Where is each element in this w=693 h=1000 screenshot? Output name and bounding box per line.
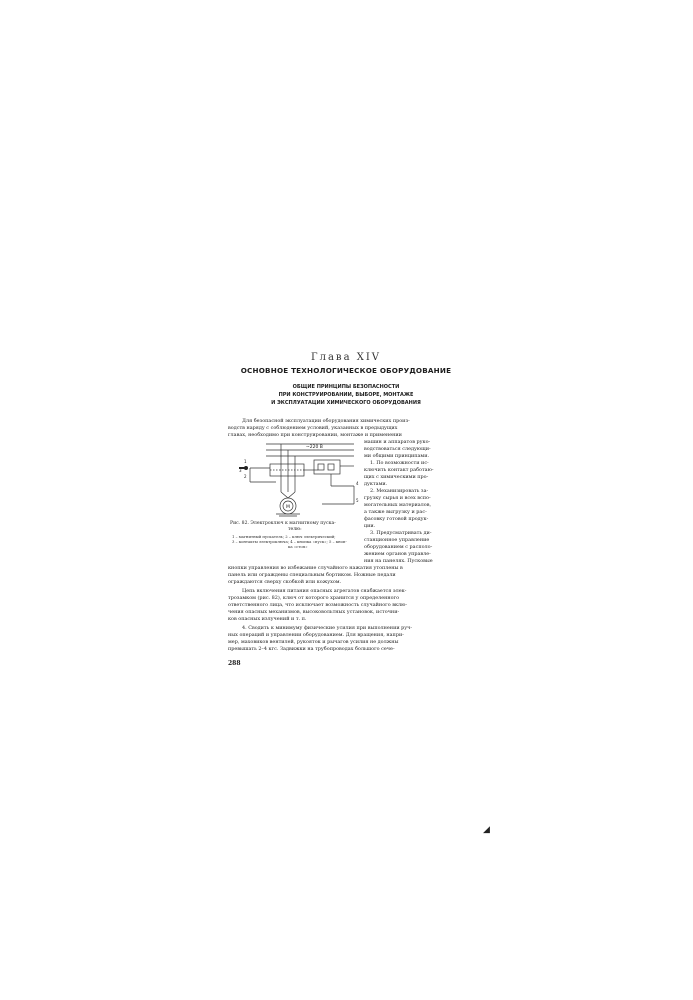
body-line: главах, необходимо при конструировании, монтаже и применении <box>228 432 402 438</box>
section-title-line: И ЭКСПЛУАТАЦИИ ХИМИЧЕСКОГО ОБОРУДОВАНИЯ <box>271 400 421 406</box>
body-line: а также выгрузку и рас- <box>364 509 427 515</box>
diagram-marker: 4 <box>356 481 359 486</box>
body-line: ми общими принципами. <box>364 453 430 459</box>
section-title-line: ОБЩИЕ ПРИНЦИПЫ БЕЗОПАСНОСТИ <box>292 384 400 390</box>
body-line: грузку сырья и всех вспо- <box>364 495 431 501</box>
body-line: кнопки управления во избежание случайного нажатия утоплены в <box>228 565 403 571</box>
body-line: ния на панелях. Пусковые <box>364 558 433 564</box>
body-line: жением органов управле- <box>364 551 431 557</box>
circuit-diagram <box>236 440 361 520</box>
page-number: 288 <box>228 660 241 667</box>
body-line: мер, маховиков вентилей, рукояток и рычагов усилия не должны <box>228 639 399 645</box>
body-line: 1. По возможности ис- <box>370 460 429 466</box>
body-line: водствоваться следующи- <box>364 446 431 452</box>
body-line: могательных материалов, <box>364 502 432 508</box>
body-line: панель или ограждены специальным бортиком. Ножные педали <box>228 572 396 578</box>
diagram-marker: 1 <box>244 459 247 464</box>
figure-legend-line: 3 – контакты электроключа; 4 – кнопка «пуск»; 5 – кноп- <box>232 539 347 544</box>
body-line: ции. <box>364 523 376 529</box>
body-line: трозамком (рис. 82), ключ от которого хранится у определенного <box>228 595 400 601</box>
body-line: станционное управление <box>364 537 430 543</box>
body-line: машин и аппаратов руко- <box>364 439 431 445</box>
motor-symbol: М <box>286 505 290 510</box>
body-line: водств наряду с соблюдением условий, указанных в предыдущих <box>228 425 398 431</box>
body-line: ных операций и управлении оборудованием. Для вращения, напри- <box>228 632 404 638</box>
figure-caption-line: телю: <box>288 527 302 532</box>
figure-legend-line: ка «стоп» <box>288 544 308 549</box>
body-line: дуктами. <box>364 481 388 487</box>
body-line: ков опасных излучений и т. п. <box>228 616 307 622</box>
body-line: 3. Предусматривать ди- <box>370 530 432 536</box>
body-line: оборудованием с располо- <box>364 544 433 550</box>
voltage-label: ~220 В <box>306 445 323 450</box>
chapter-label: Глава XIV <box>311 352 381 363</box>
chapter-title: ОСНОВНОЕ ТЕХНОЛОГИЧЕСКОЕ ОБОРУДОВАНИЕ <box>240 366 452 375</box>
body-line: ответственного лица, что исключает возможность случайного вклю- <box>228 602 408 608</box>
body-line: превышать 2–4 кгс. Задвижки на трубопроводах большого сече- <box>228 646 395 652</box>
figure-caption-line: Рис. 82. Электроключ к магнитному пуска- <box>230 521 336 526</box>
body-line: щих с химическими про- <box>364 474 429 480</box>
diagram-marker: 2 <box>244 474 247 479</box>
scan-mark: ◢ <box>483 825 490 835</box>
body-line: фасовку готовой продук- <box>364 516 429 522</box>
section-title-line: ПРИ КОНСТРУИРОВАНИИ, ВЫБОРЕ, МОНТАЖЕ <box>278 392 414 398</box>
body-line: ключить контакт работаю- <box>364 467 434 473</box>
body-line: ограждаются сверху скобкой или кожухом. <box>228 579 342 585</box>
diagram-marker: 5 <box>356 498 359 503</box>
body-line: Цепь включения питания опасных агрегатов снабжается элек- <box>242 588 407 594</box>
diagram-marker: 3 <box>239 468 242 473</box>
body-line: чения опасных механизмов, высоковольтных установок, источни- <box>228 609 400 615</box>
body-line: Для безопасной эксплуатации оборудования химических произ- <box>242 418 410 424</box>
body-line: 2. Механизировать за- <box>370 488 429 494</box>
figure-legend-line: 1 – магнитный пускатель; 2 – ключ электрический; <box>232 534 336 539</box>
book-page <box>228 352 464 672</box>
body-line: 4. Сводить к минимуму физические усилия при выполнении руч- <box>242 625 413 631</box>
